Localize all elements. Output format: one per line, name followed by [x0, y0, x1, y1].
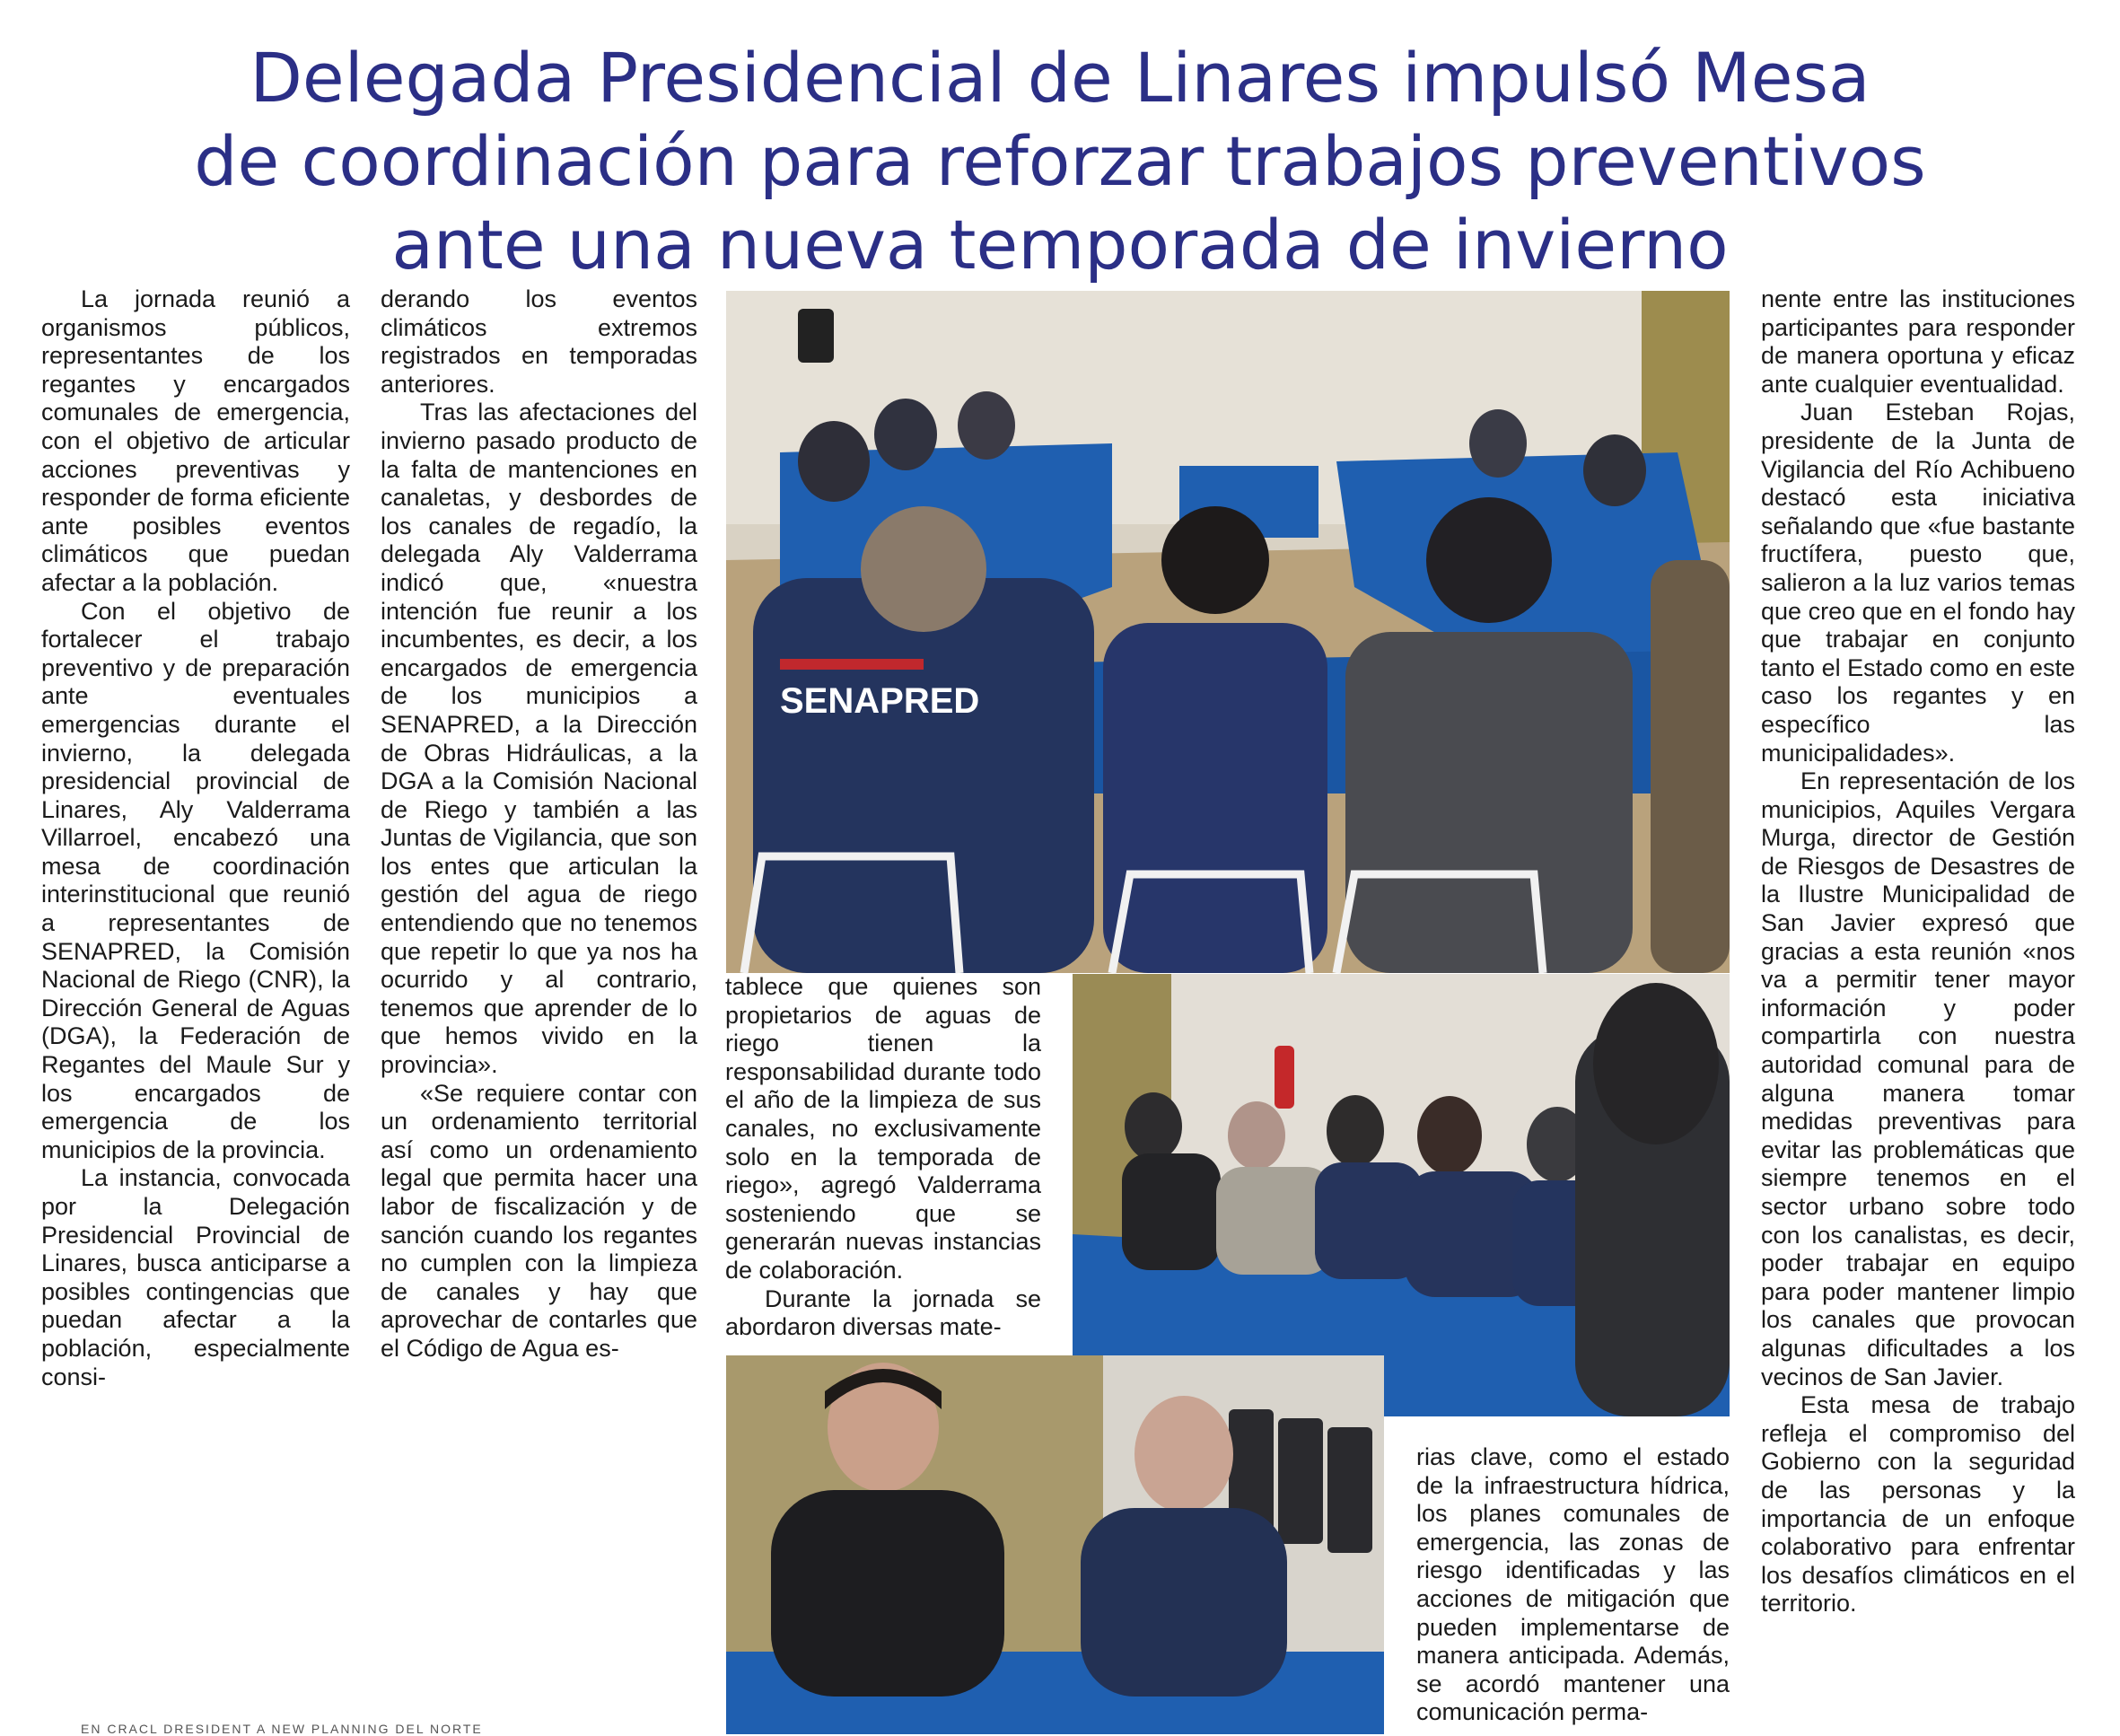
headline	[36, 36, 2084, 286]
column-1	[41, 285, 350, 1390]
column-3	[725, 973, 1041, 1352]
paragraph: Tras las afectaciones del invierno pasado producto de la falta de mantenciones en canaletas, y desbordes de los canales de regadío, la delegada Aly Valderrama indicó que, «nuestra intención fue reunir a los incumbentes, es decir, a los encargados de emergencia de los municipios a SENAPRED, a la Dirección de Obras Hidráulicas, a la DGA a la Comisión Nacional de Riego y también a las Juntas de Vigilancia, que son los entes que articulan la gestión del agua de riego entendiendo que no tenemos que repetir lo que ya nos ha ocurrido y al contrario, tenemos que aprender de lo que hemos vivido en la provincia».	[381, 399, 697, 1079]
photo-meeting-room	[726, 291, 1730, 973]
paragraph: Juan Esteban Rojas, presidente de la Junta de Vigilancia del Río Achibueno destacó esta iniciativa señalando que «fue bastante fructífera, puesto que, salieron a la luz varios temas que creo que en el fondo hay que trabajar en conjunto tanto el Estado como en este caso los regantes y en específico las municipalidades».	[1761, 399, 2075, 767]
paragraph: derando los eventos climáticos extremos registrados en temporadas anteriores.	[381, 285, 697, 398]
paragraph: «Se requiere contar con un ordenamiento territorial así como un ordenamiento legal que permita hacer una labor de fiscalización y de sanción cuando los regantes no cumplen con la limpieza de canales y hay que aprovechar de contarles que el Código de Agua es-	[381, 1079, 697, 1362]
paragraph: La instancia, convocada por la Delegación Presidencial Provincial de Linares, busca anticiparse a posibles contingencias que puedan afectar a la población, especialmente consi-	[41, 1164, 350, 1390]
headline-line-1: Delegada Presidencial de Linares impulsó Mesa	[250, 38, 1870, 118]
paragraph: nente entre las instituciones participantes para responder de manera oportuna y eficaz ante cualquier eventualidad.	[1761, 285, 2075, 398]
paragraph: En representación de los municipios, Aquiles Vergara Murga, director de Gestión de Riesgos de Desastres de la Ilustre Municipalidad de San Javier expresó que gracias a esta reunión «nos va a permitir tener mayor información y poder compartirla con nuestra autoridad comunal para de alguna manera tomar medidas preventivas para evitar las problemáticas que siempre tenemos en el sector urbano sobre todo con los canalistas, es decir, poder trabajar en equipo para poder mantener limpio los canales que provocan algunas dificultades a los vecinos de San Javier.	[1761, 767, 2075, 1390]
paragraph: Con el objetivo de fortalecer el trabajo preventivo y de preparación ante eventuales emergencias durante el invierno, la delegada presidencial provincial de Linares, Aly Valderrama Villarroel, encabezó una mesa de coordinación interinstitucional que reunió a representantes de SENAPRED, la Comisión Nacional de Riego (CNR), la Dirección General de Aguas (DGA), la Federación de Regantes del Maule Sur y los encargados de emergencia de los municipios de la provincia.	[41, 597, 350, 1163]
footer-cut-text: EN CRACL DRESIDENT A NEW PLANNING DEL NORTE	[81, 1722, 483, 1736]
paragraph: Esta mesa de trabajo refleja el compromiso del Gobierno con la seguridad de las personas y la importancia de un enfoque colaborativo para enfrentar los desafíos climáticos en el territorio.	[1761, 1391, 2075, 1618]
paragraph: tablece que quienes son propietarios de aguas de riego tienen la responsabilidad durante todo el año de la limpieza de sus canales, no exclusivamente solo en la temporada de riego», agregó Valderrama sosteniendo que se generarán nuevas instancias de colaboración.	[725, 973, 1041, 1284]
photo-two-officials	[726, 1355, 1384, 1734]
paragraph: Durante la jornada se abordaron diversas mate-	[725, 1284, 1041, 1341]
paragraph: La jornada reunió a organismos públicos, representantes de los regantes y encargados comunales de emergencia, con el objetivo de articular acciones preventivas y responder de forma eficiente ante posibles eventos climáticos que puedan afectar a la población.	[41, 285, 350, 596]
headline-line-2: de coordinación para reforzar trabajos preventivos	[194, 121, 1926, 201]
senapred-jacket-text: SENAPRED	[780, 681, 980, 721]
photo-officials-discussion	[1073, 974, 1730, 1416]
headline-line-3: ante una nueva temporada de invierno	[391, 205, 1729, 285]
column-3-bottom	[1416, 1443, 1730, 1732]
column-4	[1761, 285, 2075, 1713]
column-2	[381, 285, 697, 1362]
paragraph: rias clave, como el estado de la infraestructura hídrica, los planes comunales de emergencia, las zonas de riesgo identificadas y las acciones de mitigación que pueden implementarse de manera anticipada. Además, se acordó mantener una comunicación perma-	[1416, 1443, 1730, 1726]
